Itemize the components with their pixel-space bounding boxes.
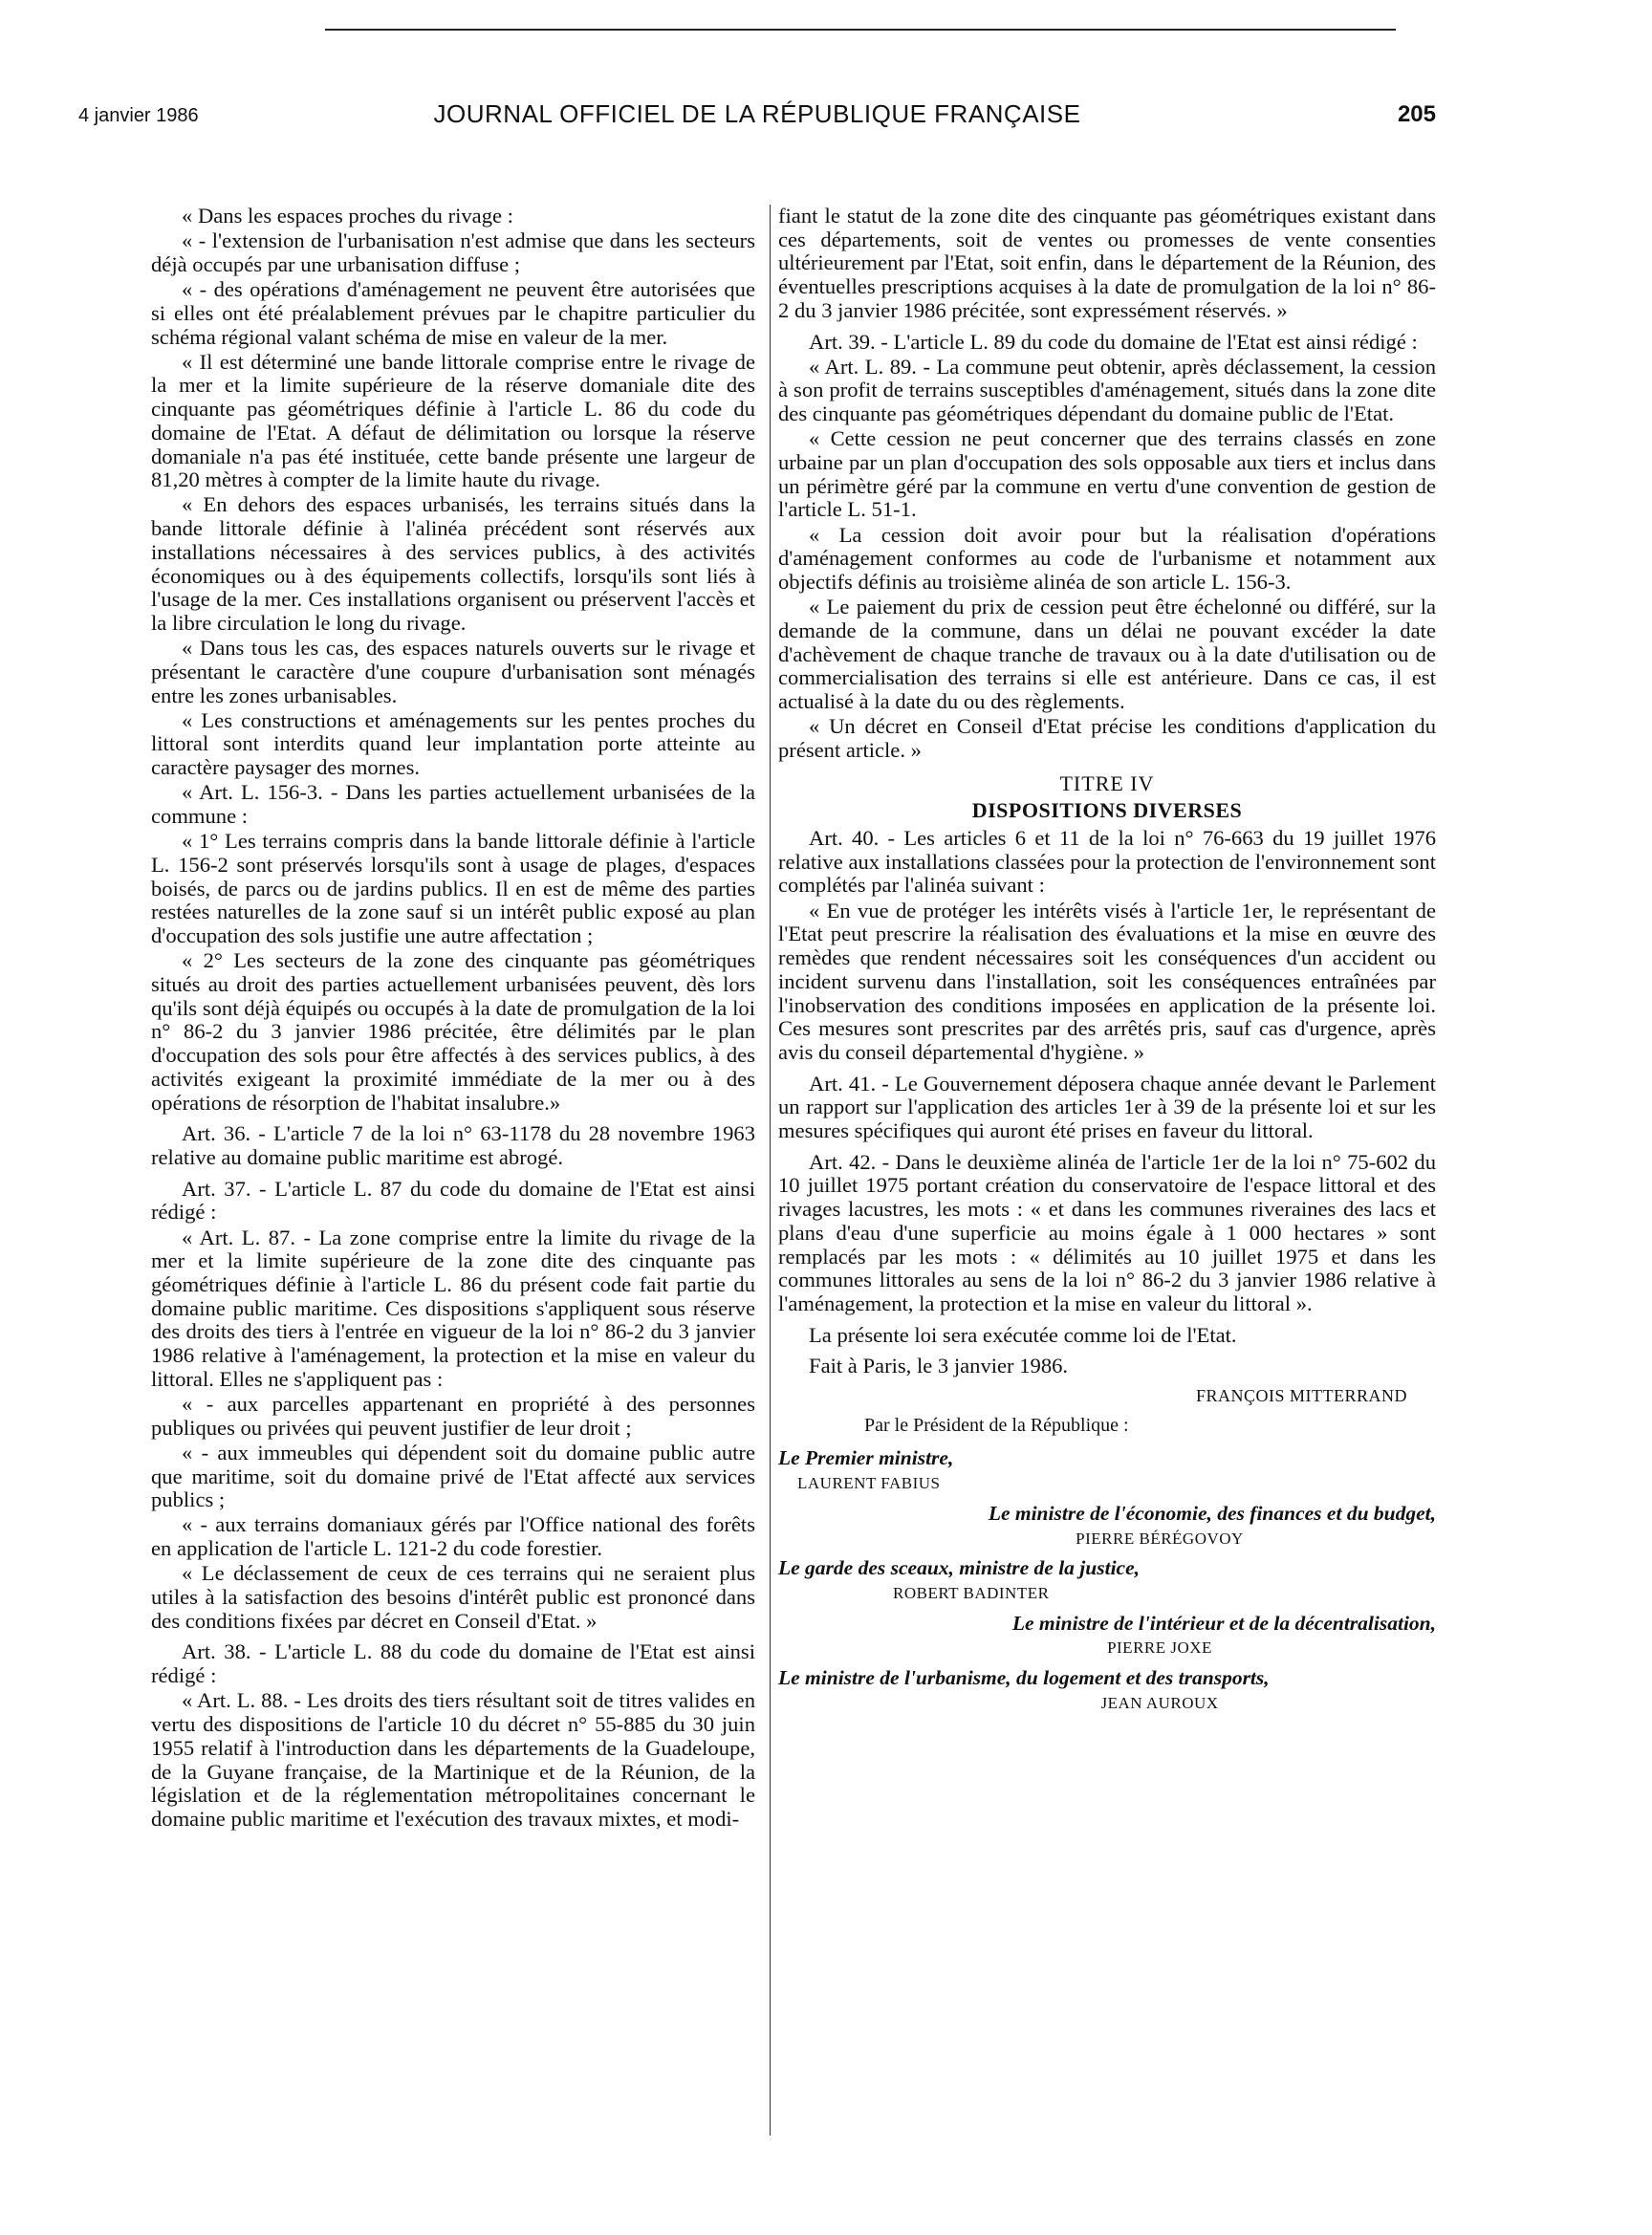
paragraph: « Les constructions et aménagements sur les pentes proches du littoral sont interdits quand leur implantation porte atteinte au caractère paysager des mornes. bbox=[151, 707, 755, 780]
paragraph: « Un décret en Conseil d'Etat précise les conditions d'application du présent article. » bbox=[778, 714, 1436, 762]
signatory-title: Le garde des sceaux, ministre de la justice, bbox=[778, 1556, 1141, 1580]
page-header bbox=[78, 99, 1436, 138]
header-date: 4 janvier 1986 bbox=[78, 105, 199, 126]
paragraph: « - aux terrains domaniaux gérés par l'Office national des forêts en application de l'article L. 121-2 du code forestier. bbox=[151, 1512, 755, 1561]
paragraph: fiant le statut de la zone dite des cinquante pas géométriques existant dans ces départements, soit de ventes ou promesses de vente consenties ultérieurement par l'Etat, soit enfin, dans le département de la Réunion, des éventuelles prescriptions acquises à la date de promulgation de la loi n° 86-2 du 3 janvier 1986 précitée, sont expressément réservés. » bbox=[778, 204, 1436, 322]
signatory-title: Le Premier ministre, bbox=[778, 1446, 954, 1470]
column-divider bbox=[770, 205, 771, 2136]
execution-clause: La présente loi sera exécutée comme loi de l'Etat. bbox=[809, 1322, 1237, 1347]
paragraph: « 1° Les terrains compris dans la bande littorale définie à l'article L. 156-2 sont préservés lorsqu'ils sont à usage de plages, d'espaces boisés, de parcs ou de jardins publics. Il en est de même des parties restées naturelles de la zone sauf si un intérêt public exposé au plan d'occupation des sols justifie une autre affectation ; bbox=[151, 829, 755, 948]
title-iv: TITRE IV bbox=[1059, 770, 1155, 795]
top-rule bbox=[325, 29, 1396, 31]
paragraph: « La cession doit avoir pour but la réalisation d'opérations d'aménagement conformes au code de l'urbanisme et notamment aux objectifs définis au troisième alinéa de son article L. 156-3. bbox=[778, 522, 1436, 595]
paragraph: « - des opérations d'aménagement ne peuvent être autorisées que si elles ont été préalablement prévues par le chapitre particulier du schéma régional valant schéma de mise en valeur de la mer. bbox=[151, 277, 755, 349]
paragraph: « Art. L. 88. - Les droits des tiers résultant soit de titres valides en vertu des dispositions de l'article 10 du décret n° 55-885 du 30 juin 1955 relatif à l'introduction dans les départements de la Guadeloupe, de la Guyane française, de la Martinique et de la Réunion, de la législation et de la réglementation métropolitaines concernant le domaine public maritime et l'exécution des travaux mixtes, et modi- bbox=[151, 1688, 755, 1831]
paragraph: « En vue de protéger les intérêts visés à l'article 1er, le représentant de l'Etat peut prescrire la réalisation des évaluations et la mise en œuvre des remèdes que rendent nécessaires soit les conséquences d'un accident ou incident survenu dans l'installation, soit les conséquences entraînées par l'inobservation des conditions imposées en application de la présente loi. Ces mesures sont prescrites par des arrêtés pris, sauf cas d'urgence, après avis du conseil départemental d'hygiène. » bbox=[778, 898, 1436, 1064]
article-39: Art. 39. - L'article L. 89 du code du domaine de l'Etat est ainsi rédigé : bbox=[809, 329, 1418, 354]
page-number: 205 bbox=[1397, 101, 1436, 127]
paragraph: « Cette cession ne peut concerner que des terrains classés en zone urbaine par un plan d'occupation des sols opposable aux tiers et inclus dans un périmètre géré par la commune en vertu d'une convention de gestion de l'article L. 51-1. bbox=[778, 426, 1436, 522]
journal-title: JOURNAL OFFICIEL DE LA RÉPUBLIQUE FRANÇAISE bbox=[433, 99, 1081, 128]
signatory-title: Le ministre de l'intérieur et de la décentralisation, bbox=[1011, 1611, 1436, 1635]
signatory-name: ROBERT BADINTER bbox=[893, 1583, 1050, 1602]
signatory-title: Le ministre de l'économie, des finances et du budget, bbox=[988, 1501, 1436, 1525]
place-date: Fait à Paris, le 3 janvier 1986. bbox=[809, 1354, 1069, 1378]
article-38: Art. 38. - L'article L. 88 du code du domaine de l'Etat est ainsi rédigé : bbox=[151, 1639, 755, 1688]
paragraph: « Dans les espaces proches du rivage : bbox=[182, 204, 513, 228]
paragraph: « - l'extension de l'urbanisation n'est admise que dans les secteurs déjà occupés par une urbanisation diffuse ; bbox=[151, 228, 755, 276]
paragraph: « En dehors des espaces urbanisés, les terrains situés dans la bande littorale définie à l'alinéa précédent sont réservés aux installations nécessaires à des services publics, à des activités économiques ou à des équipements collectifs, lorsqu'ils sont liés à l'usage de la mer. Ces installations organisent ou préservent l'accès et la libre circulation le long du rivage. bbox=[151, 492, 755, 635]
paragraph: « 2° Les secteurs de la zone des cinquante pas géométriques situés au droit des parties actuellement urbanisées peuvent, dès lors qu'ils sont déjà équipés ou occupés à la date de promulgation de la loi n° 86-2 du 3 janvier 1986 précitée, être délimités par le plan d'occupation des sols pour être affectés à des services publics, à des activités exigeant la proximité immédiate de la mer ou à des opérations de résorption de l'habitat insalubre.» bbox=[151, 948, 755, 1115]
president-name: FRANÇOIS MITTERRAND bbox=[1195, 1386, 1407, 1406]
paragraph: « Il est déterminé une bande littorale comprise entre le rivage de la mer et la limite supérieure de la réserve domaniale dite des cinquante pas géométriques définie à l'article L. 86 du code du domaine de l'Etat. A défaut de délimitation ou lorsque la réserve domaniale n'a pas été instituée, cette bande présente une largeur de 81,20 mètres à compter de la limite haute du rivage. bbox=[151, 349, 755, 492]
paragraph: « Art. L. 89. - La commune peut obtenir, après déclassement, la cession à son profit de terrains susceptibles d'aménagement, situés dans la zone dite des cinquante pas géométriques dépendant du domaine public de l'Etat. bbox=[778, 354, 1436, 426]
signatory-name: JEAN AUROUX bbox=[1100, 1693, 1219, 1712]
article-41: Art. 41. - Le Gouvernement déposera chaque année devant le Parlement un rapport sur l'application des articles 1er à 39 de la présente loi et sur les mesures spécifiques qui auront été prises en faveur du littoral. bbox=[778, 1071, 1436, 1143]
signatory-name: PIERRE BÉRÉGOVOY bbox=[1076, 1529, 1244, 1548]
paragraph: « Art. L. 87. - La zone comprise entre la limite du rivage de la mer et la limite supérieure de la zone dite des cinquante pas géométriques définie à l'article L. 86 du présent code fait partie du domaine public maritime. Ces dispositions s'appliquent sous réserve des droits des tiers à l'entrée en vigueur de la loi n° 86-2 du 3 janvier 1986 relative à l'aménagement, la protection et la mise en valeur du littoral. Elles ne s'appliquent pas : bbox=[151, 1225, 755, 1391]
article-37: Art. 37. - L'article L. 87 du code du domaine de l'Etat est ainsi rédigé : bbox=[151, 1176, 755, 1225]
signatory-name: LAURENT FABIUS bbox=[797, 1474, 941, 1493]
paragraph: « - aux parcelles appartenant en propriété à des personnes publiques ou privées qui peuvent justifier de leur droit ; bbox=[151, 1391, 755, 1440]
article-36: Art. 36. - L'article 7 de la loi n° 63-1178 du 28 novembre 1963 relative au domaine public maritime est abrogé. bbox=[151, 1121, 755, 1169]
paragraph: « Le déclassement de ceux de ces terrains qui ne seraient plus utiles à la satisfaction des besoins d'intérêt public est prononcé dans des conditions fixées par décret en Conseil d'Etat. » bbox=[151, 1561, 755, 1633]
paragraph: « Dans tous les cas, des espaces naturels ouverts sur le rivage et présentant le caractère d'une coupure d'urbanisation sont ménagés entre les zones urbanisables. bbox=[151, 636, 755, 707]
left-column bbox=[151, 205, 755, 1833]
article-40: Art. 40. - Les articles 6 et 11 de la loi n° 76-663 du 19 juillet 1976 relative aux installations classées pour la protection de l'environnement sont complétés par l'alinéa suivant : bbox=[778, 826, 1436, 898]
article-42: Art. 42. - Dans le deuxième alinéa de l'article 1er de la loi n° 75-602 du 10 juillet 1975 portant création du conservatoire de l'espace littoral et des rivages lacustres, les mots : « et dans les communes riveraines des lacs et plans d'eau d'une superficie au moins égale à 1 000 hectares » sont remplacés par les mots : « délimités au 10 juillet 1975 et dans les communes littorales au sens de la loi n° 86-2 du 3 janvier 1986 relative à l'aménagement, la protection et la mise en valeur du littoral ». bbox=[778, 1149, 1436, 1315]
right-column bbox=[778, 205, 1436, 1721]
by-president: Par le Président de la République : bbox=[864, 1414, 1129, 1436]
signatory-title: Le ministre de l'urbanisme, du logement et des transports, bbox=[778, 1666, 1270, 1690]
paragraph: « Art. L. 156-3. - Dans les parties actuellement urbanisées de la commune : bbox=[151, 780, 755, 829]
paragraph: « - aux immeubles qui dépendent soit du domaine public autre que maritime, soit du domaine privé de l'Etat affecté aux services publics ; bbox=[151, 1440, 755, 1512]
paragraph: « Le paiement du prix de cession peut être échelonné ou différé, sur la demande de la commune, dans un délai ne pouvant excéder la date d'achèvement de chaque tranche de travaux ou à la date d'utilisation ou de commercialisation des terrains si elle est antérieure. Dans ce cas, il est actualisé à la date du ou des règlements. bbox=[778, 595, 1436, 714]
section-heading: DISPOSITIONS DIVERSES bbox=[971, 798, 1243, 823]
signatory-name: PIERRE JOXE bbox=[1107, 1638, 1212, 1658]
